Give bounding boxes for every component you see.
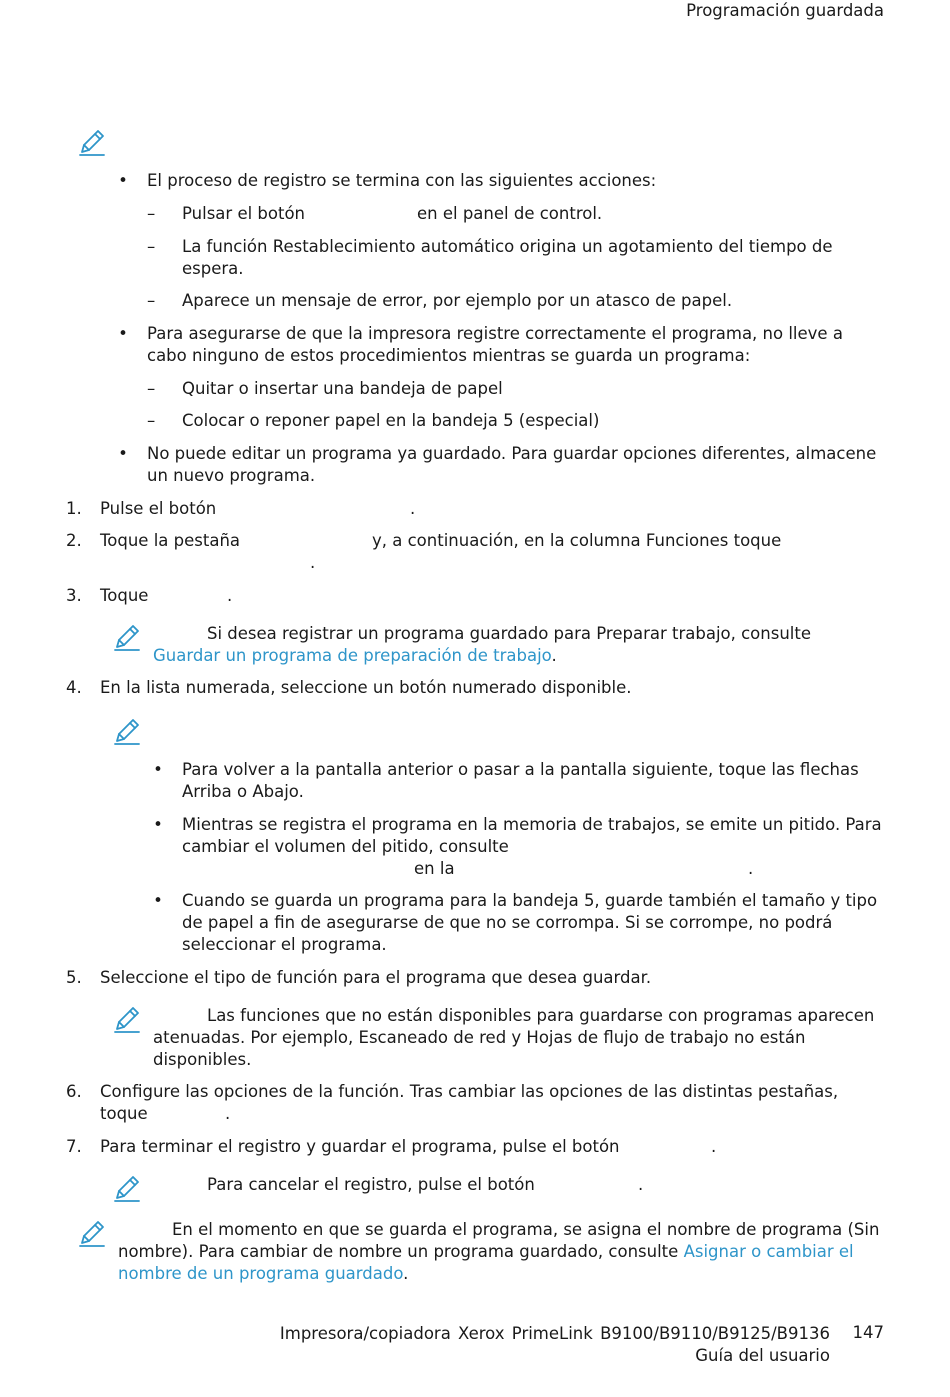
bullet: • xyxy=(118,444,128,463)
note-pencil-icon xyxy=(112,716,142,746)
footer-guide: Guía del usuario xyxy=(695,1346,830,1365)
step-text: Toque la pestaña xyxy=(100,531,241,550)
step-number: 6. xyxy=(66,1082,82,1101)
page-footer xyxy=(280,1323,830,1367)
punctuation: . xyxy=(227,586,233,605)
note-bullet-text: Para asegurarse de que la impresora registre correctamente el programa, no lleve a cabo ninguno de estos procedimientos mientras se guarda un programa: xyxy=(147,324,843,365)
step-number: 1. xyxy=(66,499,82,518)
step-text: Configure las opciones de la función. Tras cambiar las opciones de las distintas pestañas, xyxy=(100,1082,839,1101)
note-pencil-icon xyxy=(112,1173,142,1203)
note-text: En el momento en que se guarda el programa, se asigna el nombre de programa (Sin xyxy=(172,1220,880,1239)
punctuation: . xyxy=(711,1137,717,1156)
note-sub-text: La función Restablecimiento automático origina un agotamiento del tiempo de espera. xyxy=(182,237,833,278)
punctuation: . xyxy=(310,553,316,572)
dash: – xyxy=(147,411,156,430)
step-text: En la lista numerada, seleccione un botón numerado disponible. xyxy=(100,678,632,697)
note-pencil-icon xyxy=(77,127,107,157)
bullet: • xyxy=(118,171,128,190)
note-bullet-text: No puede editar un programa ya guardado. Para guardar opciones diferentes, almacene un nuevo programa. xyxy=(147,444,877,485)
step-number: 4. xyxy=(66,678,82,697)
punctuation: . xyxy=(403,1264,409,1283)
bullet: • xyxy=(153,891,163,910)
note-bullet-text: Mientras se registra el programa en la memoria de trabajos, se emite un pitido. Para cambiar el volumen del pitido, consulte xyxy=(182,815,882,856)
step-text: toque xyxy=(100,1104,148,1123)
page-number: 147 xyxy=(852,1323,884,1342)
note-pencil-icon xyxy=(77,1218,107,1248)
note-sub-text: Colocar o reponer papel en la bandeja 5 (especial) xyxy=(182,411,600,430)
step-number: 5. xyxy=(66,968,82,987)
dash: – xyxy=(147,379,156,398)
note-text: nombre). Para cambiar de nombre un programa guardado, consulte xyxy=(118,1242,679,1261)
step-text: Para terminar el registro y guardar el programa, pulse el botón xyxy=(100,1137,620,1156)
footer-product: Impresora/copiadora Xerox PrimeLink B9100/B9110/B9125/B9136 xyxy=(279,1324,830,1343)
note-text: Si desea registrar un programa guardado para Preparar trabajo, consulte xyxy=(207,624,811,643)
step-number: 7. xyxy=(66,1137,82,1156)
note-bullet-text: Cuando se guarda un programa para la bandeja 5, guarde también el tamaño y tipo de papel a fin de asegurarse de que no se corrompa. Si se corrompe, no podrá seleccionar el programa. xyxy=(182,891,878,954)
punctuation: . xyxy=(748,859,754,878)
note-pencil-icon xyxy=(112,1004,142,1034)
note-text: Para cancelar el registro, pulse el botón xyxy=(207,1175,535,1194)
bullet: • xyxy=(153,760,163,779)
bullet: • xyxy=(153,815,163,834)
note-text: Las funciones que no están disponibles para guardarse con programas aparecen atenuadas. Por ejemplo, Escaneado de red y Hojas de flujo de trabajo no están disponibles. xyxy=(153,1006,875,1069)
step-text: Pulse el botón xyxy=(100,499,217,518)
punctuation: . xyxy=(410,499,416,518)
note-text: en la xyxy=(414,859,455,878)
step-number: 3. xyxy=(66,586,82,605)
step-number: 2. xyxy=(66,531,82,550)
punctuation: . xyxy=(551,646,557,665)
note-pencil-icon xyxy=(112,622,142,652)
note-bullet-text: El proceso de registro se termina con las siguientes acciones: xyxy=(147,171,657,190)
note-sub-text: Quitar o insertar una bandeja de papel xyxy=(182,379,503,398)
link-asignar-cambiar-nombre-cont[interactable]: nombre de un programa guardado xyxy=(118,1264,404,1283)
note-sub-text: Pulsar el botón xyxy=(182,204,306,223)
note-sub-text: en el panel de control. xyxy=(417,204,603,223)
punctuation: . xyxy=(225,1104,231,1123)
punctuation: . xyxy=(638,1175,644,1194)
note-sub-text: Aparece un mensaje de error, por ejemplo por un atasco de papel. xyxy=(182,291,733,310)
link-asignar-cambiar-nombre[interactable]: Asignar o cambiar el xyxy=(683,1242,854,1261)
bullet: • xyxy=(118,324,128,343)
note-bullet-text: Para volver a la pantalla anterior o pasar a la pantalla siguiente, toque las flechas Arriba o Abajo. xyxy=(182,760,859,801)
dash: – xyxy=(147,204,156,223)
step-text: y, a continuación, en la columna Funciones toque xyxy=(372,531,782,550)
dash: – xyxy=(147,237,156,256)
step-text: Toque xyxy=(100,586,149,605)
step-text: Seleccione el tipo de función para el programa que desea guardar. xyxy=(100,968,652,987)
running-header: Programación guardada xyxy=(686,1,884,20)
dash: – xyxy=(147,291,156,310)
link-guardar-programa-preparacion[interactable]: Guardar un programa de preparación de trabajo xyxy=(153,646,552,665)
